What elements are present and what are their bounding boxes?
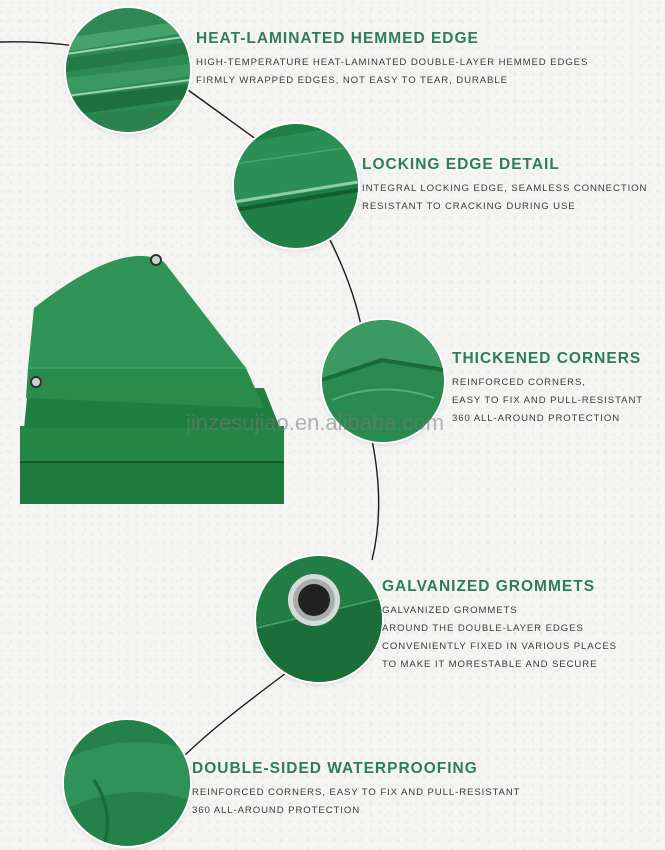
feature-line: 360 ALL-AROUND PROTECTION xyxy=(192,805,361,816)
feature-title: GALVANIZED GROMMETS xyxy=(382,578,596,595)
feature-line: REINFORCED CORNERS, xyxy=(452,377,586,388)
feature-line: HIGH-TEMPERATURE HEAT-LAMINATED DOUBLE-LAYER HEMMED EDGES xyxy=(196,57,589,68)
feature-locking-edge xyxy=(362,156,647,216)
feature-line: FIRMLY WRAPPED EDGES, NOT EASY TO TEAR, DURABLE xyxy=(196,75,508,86)
feature-title: THICKENED CORNERS xyxy=(452,350,642,367)
feature-line: GALVANIZED GROMMETS xyxy=(382,605,518,616)
feature-thickened-corners xyxy=(452,350,643,428)
feature-line: EASY TO FIX AND PULL-RESISTANT xyxy=(452,395,644,406)
grommet-photo-icon xyxy=(256,556,382,682)
folded-tarp-photo-icon xyxy=(14,248,289,514)
hemmed-edge-photo-icon xyxy=(66,8,190,132)
feature-galvanized-grommets xyxy=(382,578,617,674)
feature-heat-laminated xyxy=(196,30,588,90)
feature-line: TO MAKE IT MORESTABLE AND SECURE xyxy=(382,659,598,670)
feature-line: CONVENIENTLY FIXED IN VARIOUS PLACES xyxy=(382,641,617,652)
feature-line: RESISTANT TO CRACKING DURING USE xyxy=(362,201,576,212)
feature-line: AROUND THE DOUBLE-LAYER EDGES xyxy=(382,623,584,634)
feature-title: DOUBLE-SIDED WATERPROOFING xyxy=(192,760,478,777)
feature-line: 360 ALL-AROUND PROTECTION xyxy=(452,413,621,424)
locking-edge-photo-icon xyxy=(234,124,358,248)
watermark: jinzesujiao.en.alibaba.com xyxy=(186,410,445,435)
feature-title: HEAT-LAMINATED HEMMED EDGE xyxy=(196,30,479,47)
feature-line: REINFORCED CORNERS, EASY TO FIX AND PULL-RESISTANT xyxy=(192,787,521,798)
waterproof-photo-icon xyxy=(64,720,190,846)
feature-double-sided-waterproofing xyxy=(192,760,520,820)
feature-title: LOCKING EDGE DETAIL xyxy=(362,156,560,173)
feature-line: INTEGRAL LOCKING EDGE, SEAMLESS CONNECTION xyxy=(362,183,648,194)
